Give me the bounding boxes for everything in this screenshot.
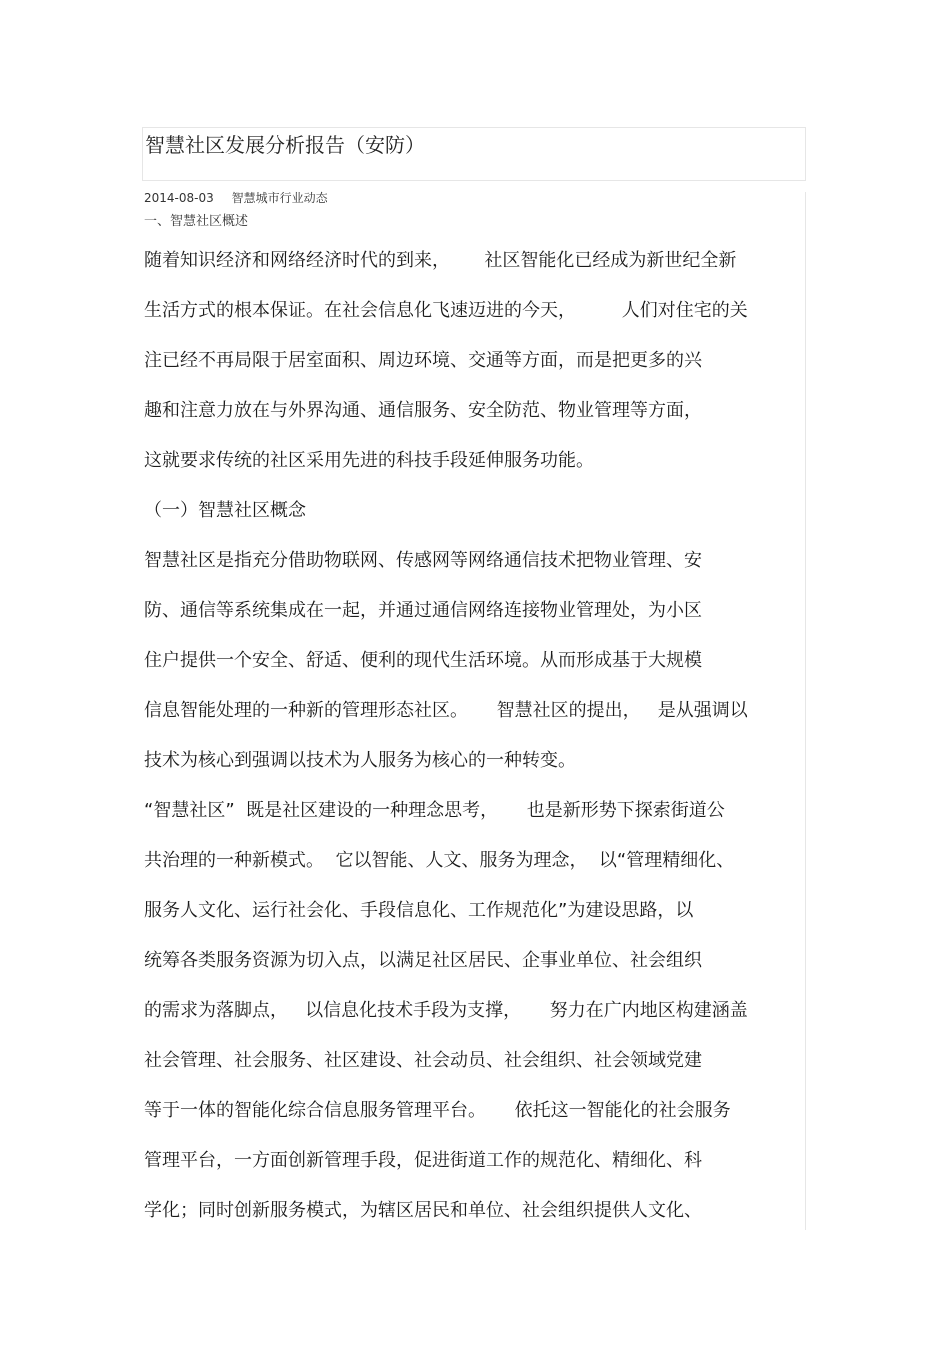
body-line: 注已经不再局限于居室面积、周边环境、交通等方面，而是把更多的兴 [144, 350, 702, 371]
source-category: 智慧城市行业动态 [231, 191, 328, 205]
body-line: 技术为核心到强调以技术为人服务为核心的一种转变。 [144, 750, 576, 771]
body-line: 的需求为落脚点， 以信息化技术手段为支撑， 努力在广内地区构建涵盖 [144, 1000, 748, 1021]
body-line: 管理平台，一方面创新管理手段，促进街道工作的规范化、精细化、科 [144, 1150, 702, 1171]
body-line: 等于一体的智能化综合信息服务管理平台。 依托这一智能化的社会服务 [144, 1100, 731, 1121]
body-line: 住户提供一个安全、舒适、便利的现代生活环境。从而形成基于大规模 [144, 650, 702, 671]
subsection-heading: （一）智慧社区概念 [144, 500, 306, 521]
body-line: 生活方式的根本保证。在社会信息化飞速迈进的今天， 人们对住宅的关 [144, 300, 748, 321]
body-line: 防、通信等系统集成在一起，并通过通信网络连接物业管理处，为小区 [144, 600, 702, 621]
body-line: 学化；同时创新服务模式，为辖区居民和单位、社会组织提供人文化、 [144, 1200, 702, 1221]
article-title: 智慧社区发展分析报告（安防） [145, 133, 425, 157]
body-line: “智慧社区” 既是社区建设的一种理念思考， 也是新形势下探索街道公 [144, 800, 725, 821]
body-line: 随着知识经济和网络经济时代的到来， 社区智能化已经成为新世纪全新 [144, 250, 737, 271]
body-line: 信息智能处理的一种新的管理形态社区。 智慧社区的提出， 是从强调以 [144, 700, 748, 721]
body-line: 这就要求传统的社区采用先进的科技手段延伸服务功能。 [144, 450, 594, 471]
body-line: 智慧社区是指充分借助物联网、传感网等网络通信技术把物业管理、安 [144, 550, 702, 571]
content-right-border [805, 192, 806, 1230]
body-line: 共治理的一种新模式。 它以智能、人文、服务为理念， 以“管理精细化、 [144, 850, 735, 871]
title-box [142, 127, 806, 181]
section-heading: 一、智慧社区概述 [144, 214, 249, 229]
body-line: 趣和注意力放在与外界沟通、通信服务、安全防范、物业管理等方面， [144, 400, 702, 421]
article-meta [144, 190, 328, 206]
body-line: 统筹各类服务资源为切入点，以满足社区居民、企事业单位、社会组织 [144, 950, 702, 971]
publish-date: 2014-08-03 [144, 191, 214, 205]
body-line: 社会管理、社会服务、社区建设、社会动员、社会组织、社会领域党建 [144, 1050, 702, 1071]
body-line: 服务人文化、运行社会化、手段信息化、工作规范化”为建设思路，以 [144, 900, 694, 921]
